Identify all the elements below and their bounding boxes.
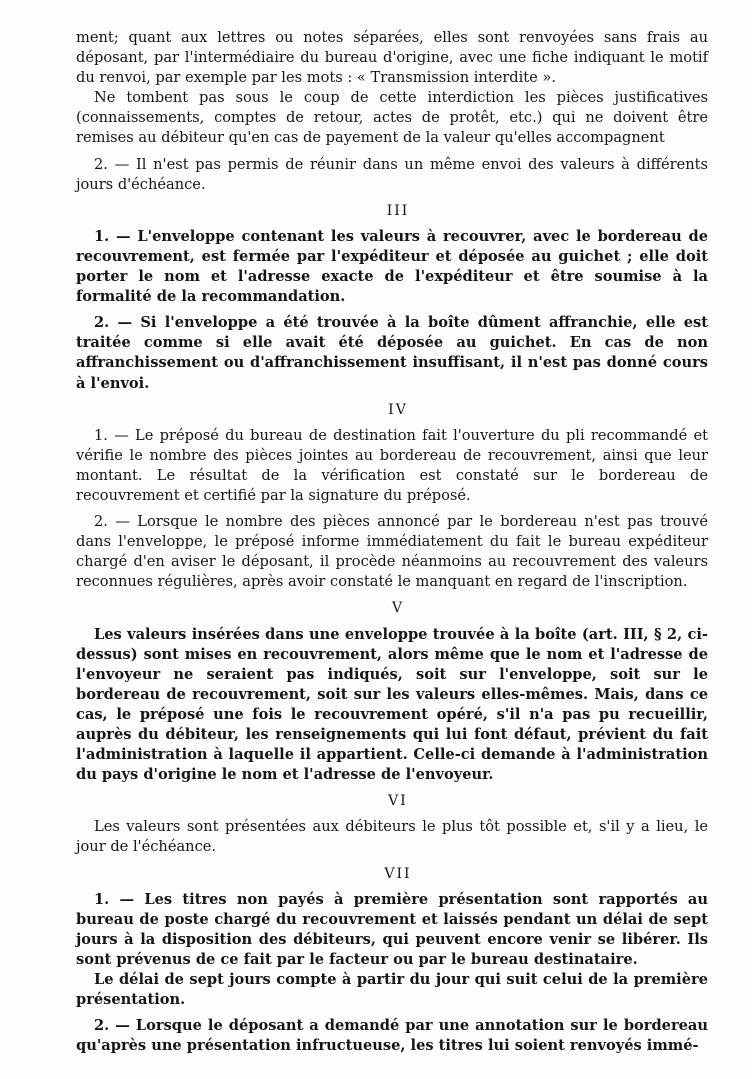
paragraph-justificatives: Ne tombent pas sous le coup de cette interdiction les pièces justificatives (connaissements, comptes de retour, actes de protêt, etc.) qui ne doivent être remises au débiteur qu'en cas de payement de la valeur qu'elles accompagnent: [76, 89, 708, 147]
document-body: [76, 28, 708, 1056]
paragraph-titres-non-payes: 1. — Les titres non payés à première présentation sont rapportés au bureau de poste chargé du recouvrement et laissés pendant un délai de sept jours à la disposition des débiteurs, qui peuvent encore venir se libérer. Ils sont prévenus de ce fait par le facteur ou par le bureau destinataire.: [76, 890, 708, 968]
section-heading-iii: III: [386, 202, 410, 219]
paragraph-presentation: Les valeurs sont présentées aux débiteurs le plus tôt possible et, s'il y a lieu, le jour de l'échéance.: [76, 818, 708, 856]
paragraph-verification: 1. — Le préposé du bureau de destination fait l'ouverture du pli recommandé et vérifie le nombre des pièces jointes au bordereau de recouvrement, ainsi que leur montant. Le résultat de la vérification est constaté sur le bordereau de recouvrement et certifié par la signature du préposé.: [76, 426, 708, 504]
section-heading-iv: IV: [388, 401, 408, 418]
section-heading-v: V: [391, 600, 405, 617]
paragraph-delai: Le délai de sept jours compte à partir du jour qui suit celui de la première présentation.: [76, 971, 708, 1009]
section-heading-vi: VI: [388, 793, 408, 810]
paragraph-renvoi: 2. — Lorsque le déposant a demandé par une annotation sur le bordereau qu'après une présentation infructueuse, les titres lui soient renvoyés immé-: [76, 1017, 708, 1055]
paragraph-manquant: 2. — Lorsque le nombre des pièces annoncé par le bordereau n'est pas trouvé dans l'enveloppe, le préposé informe immédiatement du fait le bureau expéditeur chargé d'en aviser le déposant, il procède néanmoins au recouvrement des valeurs reconnues régulières, après avoir constaté le manquant en regard de l'inscription.: [76, 513, 708, 591]
section-heading-vii: VII: [384, 865, 412, 882]
paragraph-enveloppe: 1. — L'enveloppe contenant les valeurs à recouvrer, avec le bordereau de recouvrement, est fermée par l'expéditeur et déposée au guichet ; elle doit porter le nom et l'adresse exacte de l'expéditeur et être soumise à la formalité de la recommandation.: [76, 227, 708, 306]
paragraph-continuation: ment; quant aux lettres ou notes séparées, elles sont renvoyées sans frais au déposant, par l'intermédiaire du bureau d'origine, avec une fiche indiquant le motif du renvoi, par exemple par les mots : « Transmission interdite ».: [76, 29, 708, 87]
paragraph-echeance: 2. — Il n'est pas permis de réunir dans un même envoi des valeurs à différents jours d'échéance.: [76, 155, 708, 193]
paragraph-affranchissement: 2. — Si l'enveloppe a été trouvée à la boîte dûment affranchie, elle est traitée comme si elle avait été déposée au guichet. En cas de non affranchissement ou d'affranchissement insuffisant, il n'est pas donné cours à l'envoi.: [76, 314, 708, 392]
paragraph-boite: Les valeurs insérées dans une enveloppe trouvée à la boîte (art. III, § 2, ci-dessus) sont mises en recouvrement, alors même que le nom et l'adresse de l'envoyeur ne seraient pas indiqués, soit sur l'enveloppe, soit sur le bordereau de recouvrement, soit sur les valeurs elles-mêmes. Mais, dans ce cas, le préposé une fois le recouvrement opéré, s'il n'a pas pu recueillir, auprès du débiteur, les renseignements qui lui font défaut, prévient du fait l'administration à laquelle il appartient. Celle-ci demande à l'administration du pays d'origine le nom et l'adresse de l'envoyeur.: [76, 625, 708, 784]
